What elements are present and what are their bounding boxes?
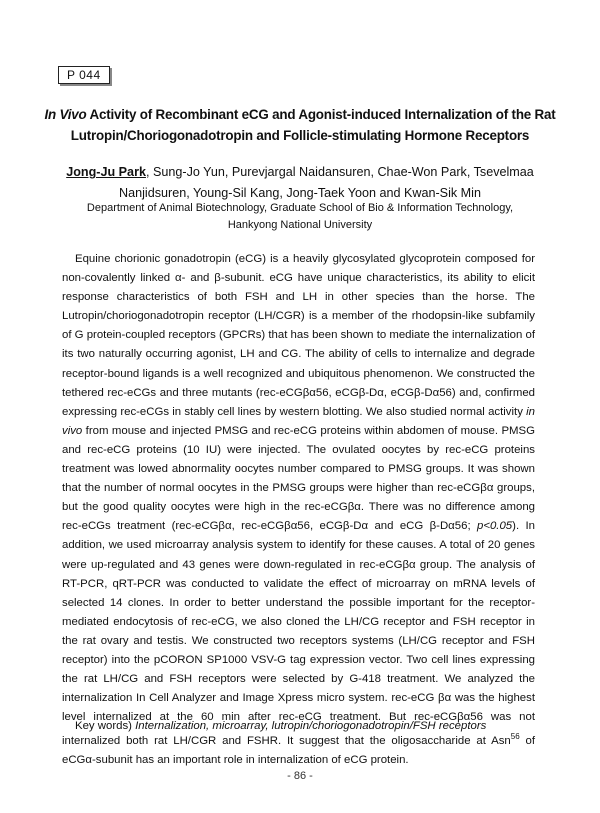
affiliation-line-1: Department of Animal Biotechnology, Graduate School of Bio & Information Technology, (86, 202, 514, 214)
abstract-text-4: of eCGα-subunit has an important role in internalization of eCG protein. (62, 735, 535, 767)
keywords-label: Key words) (75, 720, 136, 732)
abstract-p-value: p<0.05 (476, 520, 513, 533)
abstract-text-1: Equine chorionic gonadotropin (eCG) is a heavily glycosylated glycoprotein composed for non-covalently linked α- and β-subunit. eCG have unique characteristics, its ability to elicit response characteristics of both FSH and LH in other species than the horse. The Lutropin/choriogonadotropin receptor (LH/CGR) is a member of the rhodopsin-like subfamily of G protein-coupled receptors (GPCRs) that has been shown to mediate the internalization of its two naturally occurring agonist, LH and CG. The ability of cells to internalize and degrade receptor-bound ligands is a well recognized and ubiquitous phenomenon. We constructed the tethered rec-eCGs and three mutants (rec-eCGβα56, eCGβ-Dα, eCGβ-Dα56) and, confirmed expressing rec-eCGs in stably cell lines by western blotting. We also studied normal activity (62, 253, 535, 418)
poster-id-box: P 044 (58, 66, 110, 84)
affiliation (40, 200, 560, 234)
affiliation-line-2: Hankyong National University (227, 219, 373, 231)
title-italic-lead: In Vivo (44, 107, 87, 122)
page-title (40, 104, 560, 146)
abstract-body (62, 250, 535, 770)
presenting-author: Jong-Ju Park (66, 165, 146, 179)
asn-superscript: 56 (510, 732, 520, 742)
title-rest: Activity of Recombinant eCG and Agonist-induced Internalization of the Rat Lutropin/Choriogonadotropin and Follicle-stimulating Hormone Receptors (70, 107, 556, 143)
abstract-text-3: ). In addition, we used microarray analysis system to identify for these causes. A total of 20 genes were up-regulated and 43 genes were down-regulated in rec-eCGβα group. The analysis of RT-PCR, qRT-PCR was conducted to validate the effect of microarray on mRNA levels of selected 14 clones. In order to better understand the possible important for the receptor-mediated endocytosis of rec-eCG, we also cloned the LH/CG receptor and FSH receptor in the rat ovary and testis. We constructed two receptors systems (LH/CG receptor and FSH receptor) into the pCORON SP1000 VSV-G tag expression vector. Two cell lines expressing the rat LH/CG and FSH receptors were selected by G-418 treatment. We analyzed the internalization In Cell Analyzer and Image Xpress micro system. rec-eCG βα was the highest level internalized at the 60 min after rec-eCG treatment. But rec-eCGβα56 was not internalized both rat LH/CGR and FSHR. It suggest that the oligosaccharide at Asn (62, 520, 535, 748)
co-authors: , Sung-Jo Yun, Purevjargal Naidansuren, Chae-Won Park, Tsevelmaa Nanjidsuren, Young-Sil Kang, Jong-Taek Yoon and Kwan-Sik Min (119, 165, 534, 200)
keywords-line (75, 717, 545, 736)
abstract-paragraph (62, 250, 535, 770)
abstract-text-2: from mouse and injected PMSG and rec-eCG proteins within abdomen of mouse. PMSG and rec-eCG proteins (10 IU) were injected. The ovulated oocytes by rec-eCG proteins treatment was lowed abnormality oocytes number compared to PMSG groups. It was shown that the number of normal oocytes in the PMSG groups were higher than rec-eCGβα groups, but the good quality oocytes were high in the rec-eCGβα. There was no difference among rec-eCGs treatment (rec-eCGβα, rec-eCGβα56, eCGβ-Dα and eCG β-Dα56; (62, 424, 535, 533)
author-list (40, 162, 560, 204)
page-number: - 86 - (287, 770, 313, 782)
abstract-italic-in-vivo: in vivo (62, 405, 535, 437)
keywords-list: Internalization, microarray, lutropin/choriogonadotropin/FSH receptors (135, 720, 487, 732)
